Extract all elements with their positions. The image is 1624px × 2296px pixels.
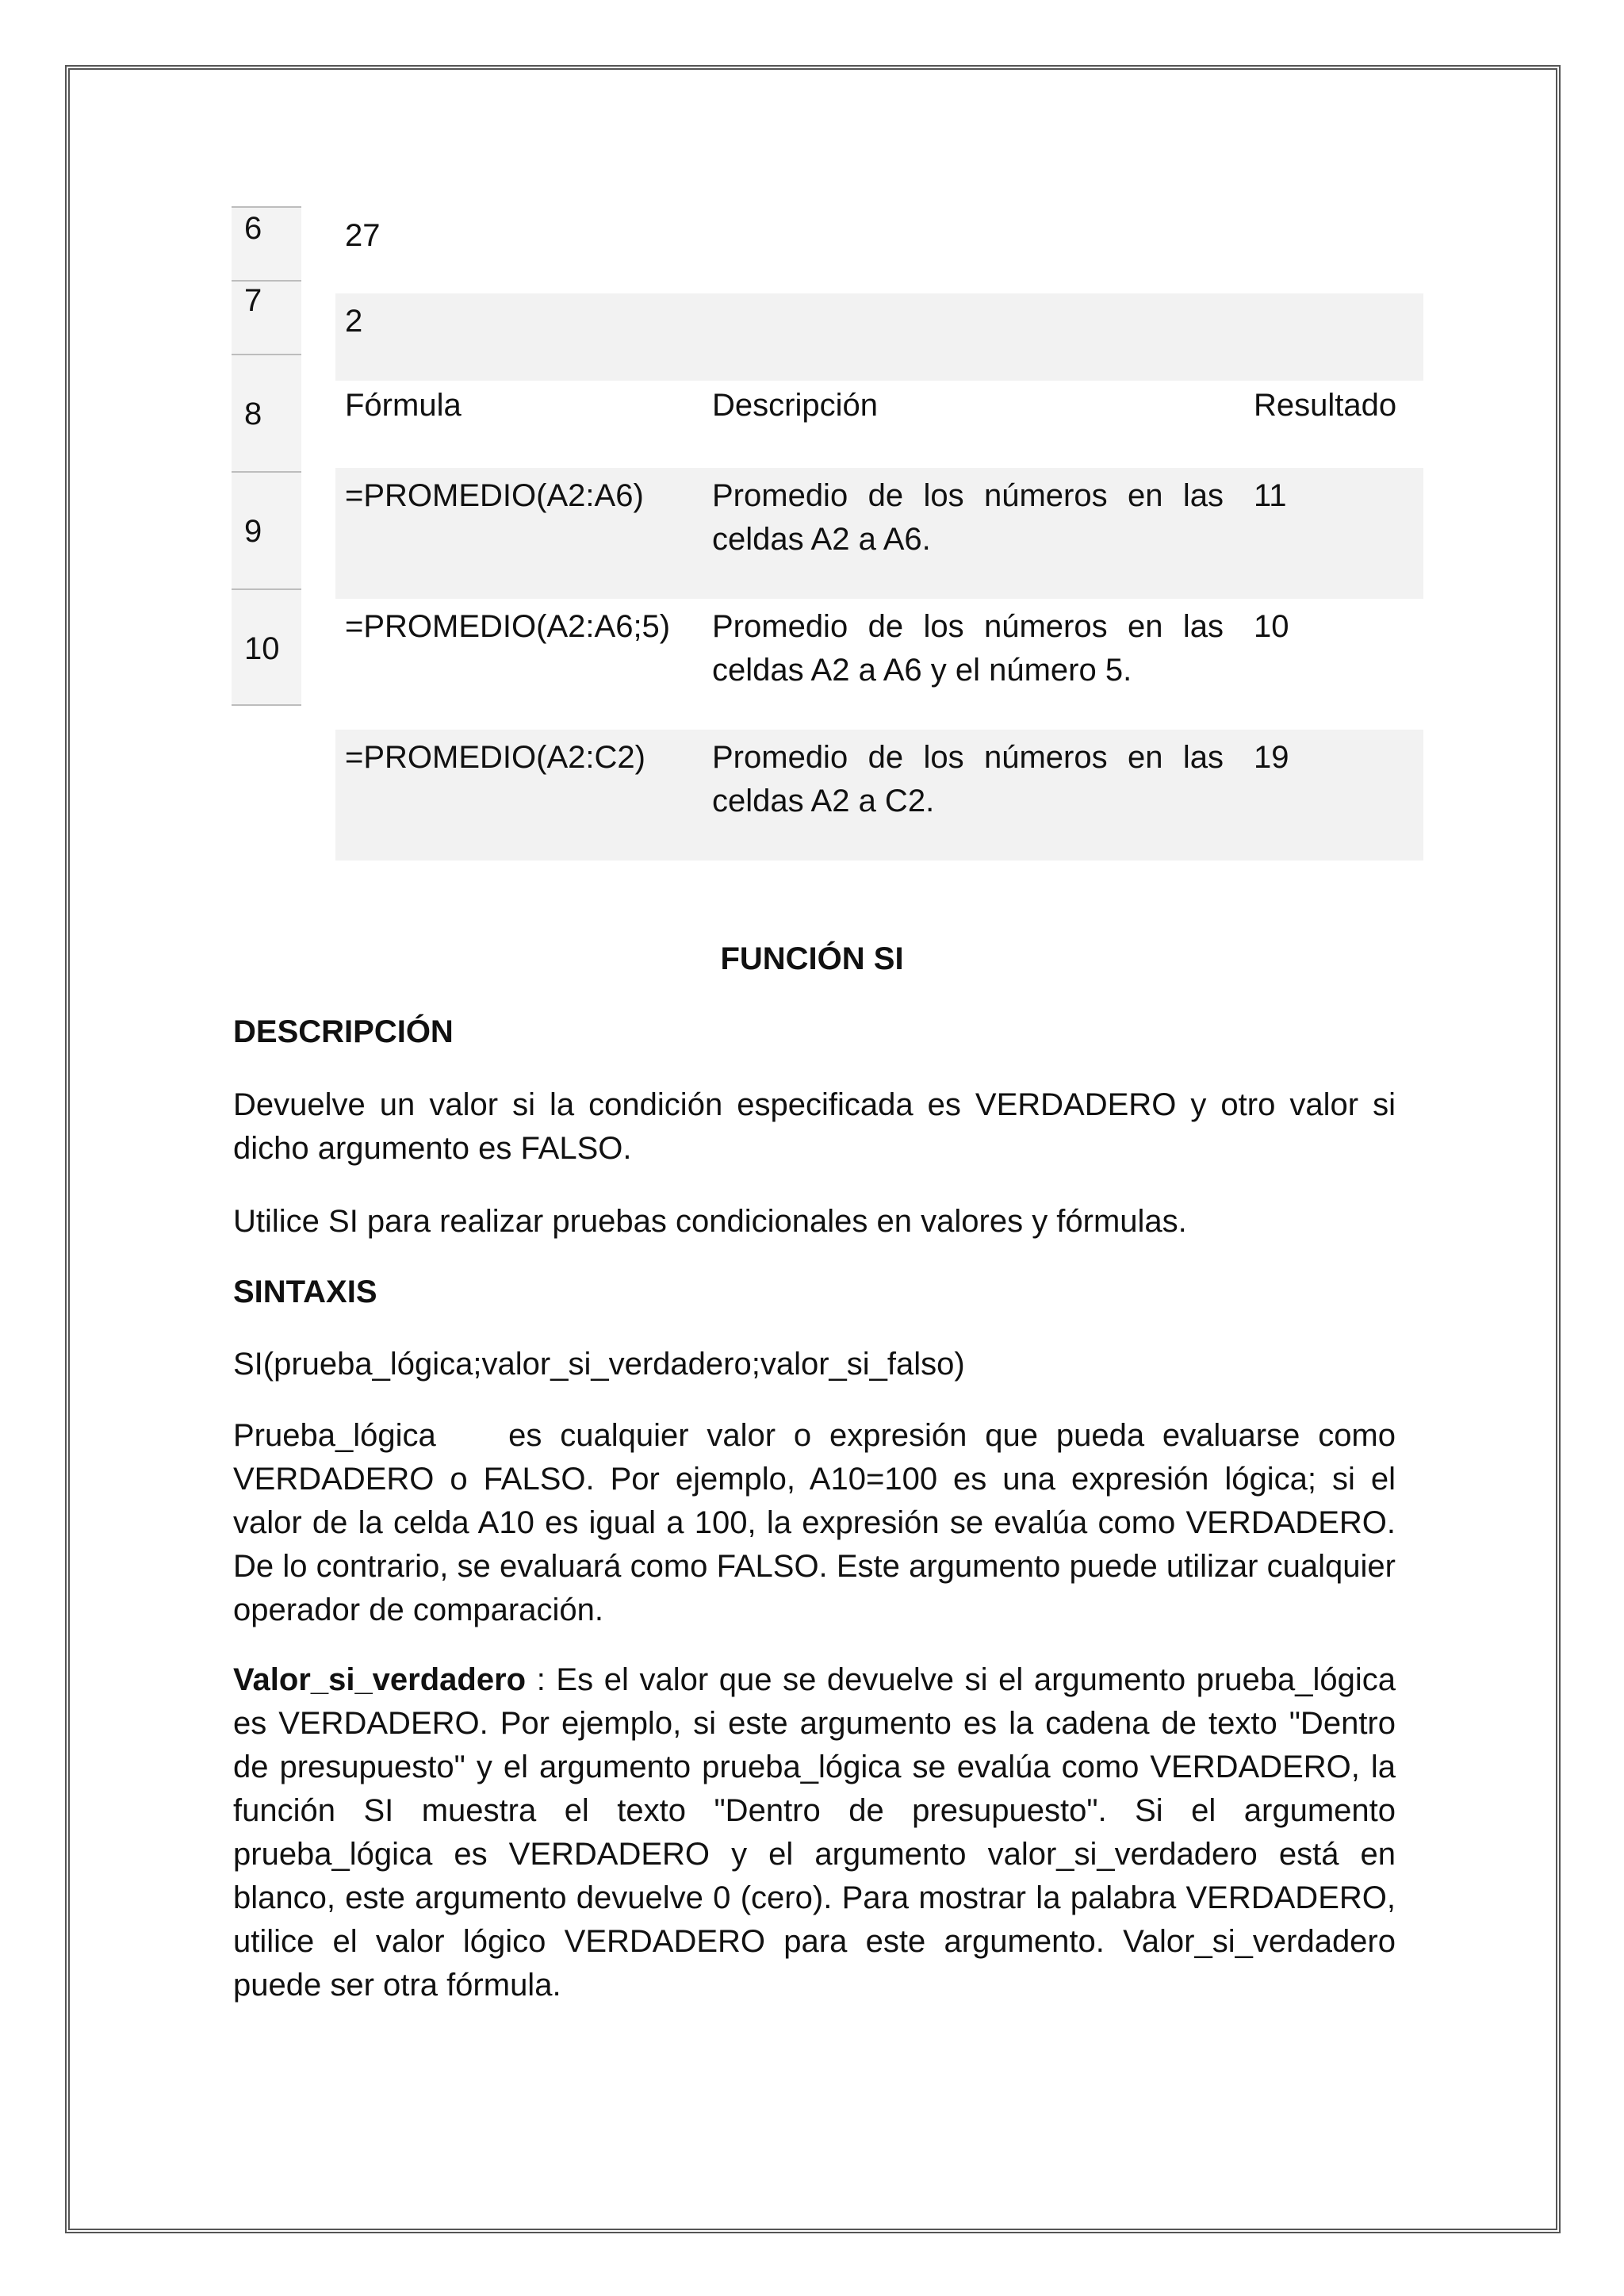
valor-si-verdadero-paragraph xyxy=(233,1658,1396,2007)
header-formula: Fórmula xyxy=(345,388,462,423)
header-result: Resultado xyxy=(1254,388,1397,423)
header-description: Descripción xyxy=(712,388,878,423)
prueba-logica-text: es cualquier valor o expresión que pueda evaluarse como VERDADERO o FALSO. Por ejemplo, A10=100 es una expresión lógica; si el valor de la celda A10 es igual a 100, la expresión se evalúa como VERDADERO. De lo contrario, se evaluará como FALSO. Este argumento puede utilizar cualquier operador de comparación. xyxy=(233,1418,1396,1627)
table-row xyxy=(335,293,1423,381)
table-row xyxy=(335,214,1423,293)
result-cell: 11 xyxy=(1254,478,1287,513)
formula-cell: =PROMEDIO(A2:A6) xyxy=(345,478,644,513)
formula-cell: =PROMEDIO(A2:C2) xyxy=(345,740,645,775)
description-cell: Promedio de los números en las celdas A2 a C2. xyxy=(712,740,1224,818)
description-paragraph: Utilice SI para realizar pruebas condicionales en valores y fórmulas. xyxy=(233,1204,1187,1239)
result-cell: 19 xyxy=(1254,740,1289,775)
valor-si-verdadero-text: : Es el valor que se devuelve si el argumento prueba_lógica es VERDADERO. Por ejemplo, si este argumento es la cadena de texto "Dentro de presupuesto" y el argumento prueba_lógica se evalúa como VERDADERO, la función SI muestra el texto "Dentro de presupuesto". Si el argumento prueba_lógica es VERDADERO y el argumento valor_si_verdadero está en blanco, este argumento devuelve 0 (cero). Para mostrar la palabra VERDADERO, utilice el valor lógico VERDADERO para este argumento. Valor_si_verdadero puede ser otra fórmula. xyxy=(233,1662,1396,2003)
table-row xyxy=(335,730,1423,861)
row-number: 10 xyxy=(232,588,301,706)
prueba-logica-paragraph xyxy=(233,1414,1396,1632)
description-paragraph: Devuelve un valor si la condición especificada es VERDADERO y otro valor si dicho argumento es FALSO. xyxy=(233,1087,1396,1166)
table-row xyxy=(335,599,1423,730)
valor-si-verdadero-term: Valor_si_verdadero xyxy=(233,1662,527,1697)
result-cell: 10 xyxy=(1254,609,1289,644)
formula-cell: =PROMEDIO(A2:A6;5) xyxy=(345,609,671,644)
row-number: 7 xyxy=(232,280,301,354)
cell-value: 27 xyxy=(345,218,381,253)
table-row xyxy=(335,468,1423,599)
syntax-heading: SINTAXIS xyxy=(233,1274,377,1309)
description-cell: Promedio de los números en las celdas A2 a A6. xyxy=(712,478,1224,557)
row-number: 9 xyxy=(232,471,301,588)
prueba-logica-term: Prueba_lógica xyxy=(233,1418,436,1453)
cell-value: 2 xyxy=(345,304,363,339)
row-number: 8 xyxy=(232,354,301,471)
description-cell: Promedio de los números en las celdas A2 a A6 y el número 5. xyxy=(712,609,1224,688)
description-heading: DESCRIPCIÓN xyxy=(233,1014,454,1049)
row-number: 6 xyxy=(232,206,301,280)
section-title: FUNCIÓN SI xyxy=(720,941,904,976)
table-header-row xyxy=(335,381,1423,468)
syntax-text: SI(prueba_lógica;valor_si_verdadero;valor_si_falso) xyxy=(233,1347,965,1382)
